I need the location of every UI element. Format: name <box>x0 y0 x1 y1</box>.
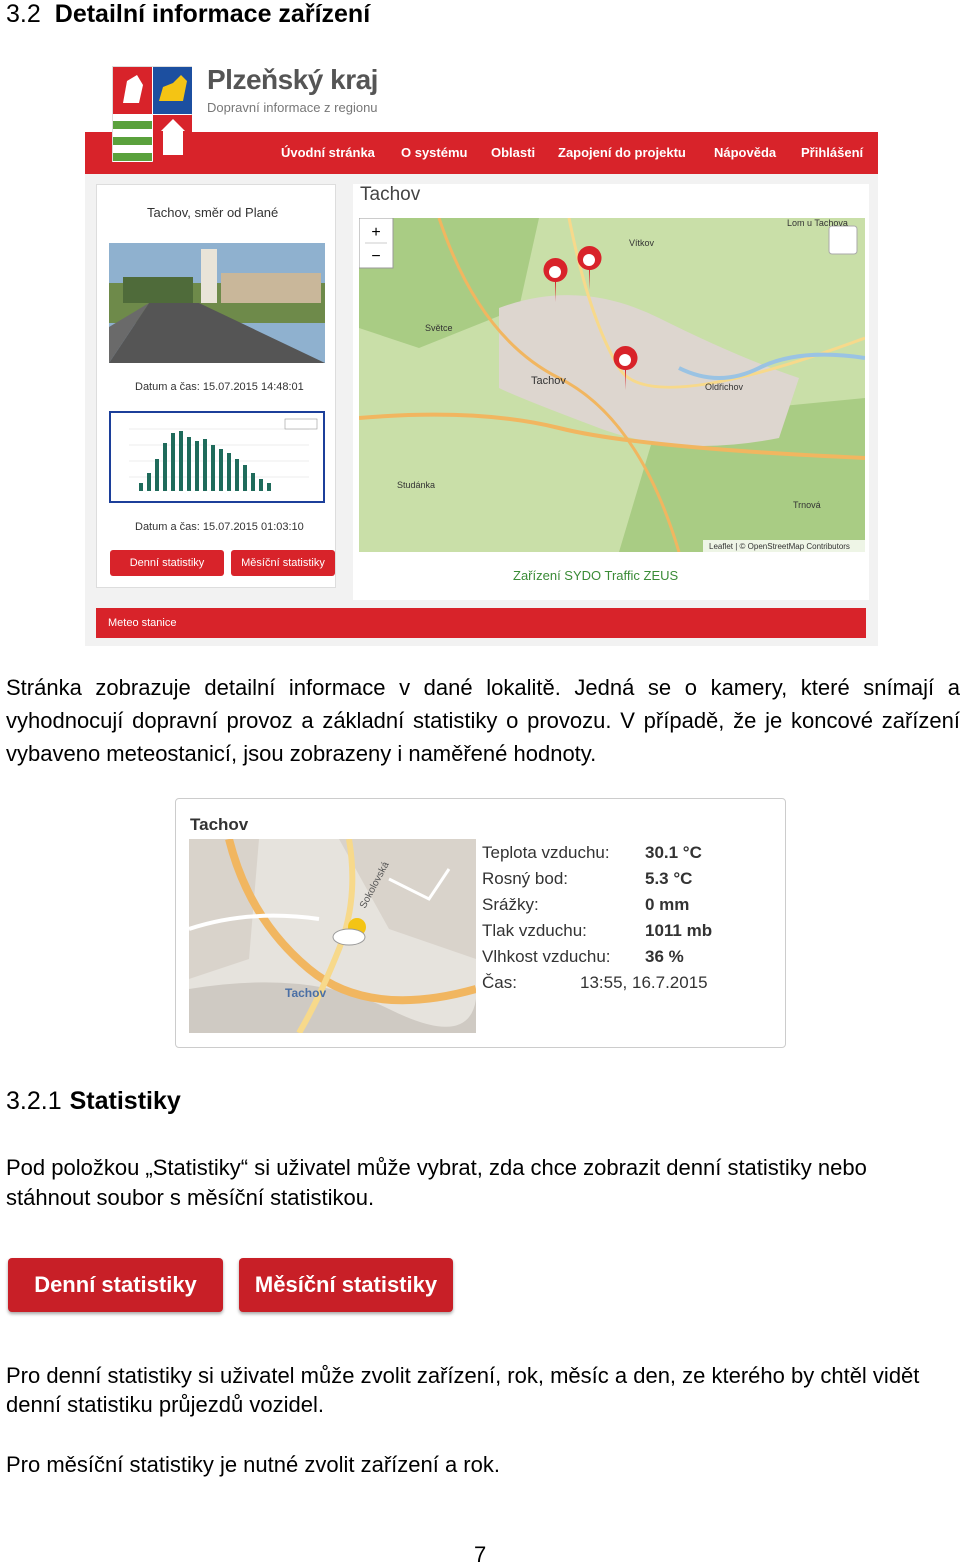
main-navigation <box>85 132 878 174</box>
map-zoom-out-button[interactable]: − <box>371 248 381 265</box>
crest-quarter <box>113 67 152 114</box>
monthly-stats-paragraph: Pro měsíční statistiky je nutné zvolit zařízení a rok. <box>6 1452 500 1477</box>
map-place-label: Lom u Tachova <box>787 218 848 228</box>
section-heading <box>6 0 370 29</box>
dew-point-value: 5.3 °C <box>645 869 693 888</box>
region-crest-logo <box>112 66 192 162</box>
meteo-screenshot <box>175 798 786 1048</box>
map-place-label: Tachov <box>531 375 566 387</box>
crest-quarter <box>153 67 192 114</box>
map-attribution[interactable]: Leaflet | © OpenStreetMap Contributors <box>709 542 850 551</box>
map-place-label: Oldřichov <box>705 382 744 392</box>
crest-quarter <box>113 115 152 162</box>
meteo-location-title: Tachov <box>190 815 249 834</box>
nav-about[interactable]: O systému <box>401 145 468 160</box>
nav-areas[interactable]: Oblasti <box>491 145 536 160</box>
location-map[interactable] <box>359 218 865 552</box>
camera-title: Tachov, směr od Plané <box>147 205 279 220</box>
daily-statistics-button[interactable]: Denní statistiky <box>8 1258 223 1312</box>
monthly-statistics-button[interactable]: Měsíční statistiky <box>239 1258 453 1312</box>
map-place-label: Světce <box>425 323 453 333</box>
monthly-stats-button[interactable]: Měsíční statistiky <box>231 550 335 576</box>
pressure-label: Tlak vzduchu: <box>482 921 587 940</box>
precipitation-label: Srážky: <box>482 895 539 914</box>
meteo-station-bar[interactable]: Meteo stanice <box>96 608 866 638</box>
nav-join-project[interactable]: Zapojení do projektu <box>558 145 686 160</box>
temperature-value: 30.1 °C <box>645 843 702 862</box>
map-place-label: Vítkov <box>629 238 655 248</box>
subsection-heading <box>6 1087 181 1116</box>
location-title: Tachov <box>360 184 421 205</box>
temperature-label: Teplota vzduchu: <box>482 843 610 862</box>
map-zoom-in-button[interactable]: + <box>371 224 381 241</box>
precipitation-value: 0 mm <box>645 895 690 914</box>
time-value: 13:55, 16.7.2015 <box>580 973 708 992</box>
humidity-label: Vlhkost vzduchu: <box>482 947 611 966</box>
portal-header <box>85 54 878 132</box>
dew-point-label: Rosný bod: <box>482 869 568 888</box>
subsection-number: 3.2.1 <box>6 1087 62 1115</box>
chart-datetime: Datum a čas: 15.07.2015 01:03:10 <box>135 521 304 533</box>
map-place-label: Trnová <box>793 500 821 510</box>
location-panel <box>353 184 869 600</box>
nav-help[interactable]: Nápověda <box>714 145 777 160</box>
section-title: Detailní informace zařízení <box>54 0 371 28</box>
subsection-title: Statistiky <box>69 1087 181 1115</box>
brand-title: Plzeňský kraj <box>207 64 378 95</box>
humidity-value: 36 % <box>645 947 684 966</box>
pressure-value: 1011 mb <box>645 921 713 940</box>
meteo-map-label: Tachov <box>285 986 327 1000</box>
time-label: Čas: <box>482 973 517 992</box>
nav-home[interactable]: Úvodní stránka <box>281 145 375 160</box>
crest-quarter <box>153 115 192 162</box>
map-place-label: Studánka <box>397 480 436 490</box>
camera-image <box>109 243 325 363</box>
section-number: 3.2 <box>6 0 41 28</box>
intro-paragraph: Stránka zobrazuje detailní informace v dané lokalitě. Jedná se o kamery, které snímají a vyhodnocují dopravní provoz a základní statistiky o provozu. V případě, že je koncové zařízení vybaveno meteostanicí, jsou zobrazeny i naměřené hodnoty. <box>6 675 960 766</box>
nav-login[interactable]: Přihlášení <box>801 145 864 160</box>
daily-stats-paragraph: Pro denní statistiky si uživatel může zvolit zařízení, rok, měsíc a den, ze kterého by chtěl vidět denní statistiku průjezdů vozidel. <box>6 1363 920 1417</box>
meteo-map[interactable] <box>189 839 476 1033</box>
map-layers-icon[interactable] <box>829 226 857 254</box>
traffic-chart-thumbnail <box>109 411 325 503</box>
device-info-panel <box>96 184 336 588</box>
daily-stats-button[interactable]: Denní statistiky <box>110 550 224 576</box>
page-number: 7 <box>474 1542 487 1567</box>
meteo-map-street: Sokolovská <box>357 860 392 911</box>
statistics-paragraph: Pod položkou „Statistiky“ si uživatel může vybrat, zda chce zobrazit denní statistiky nebo stáhnout soubor s měsíční statistikou. <box>6 1155 867 1210</box>
device-name: Zařízení SYDO Traffic ZEUS <box>513 568 679 583</box>
camera-datetime: Datum a čas: 15.07.2015 14:48:01 <box>135 381 304 393</box>
portal-screenshot <box>85 54 878 646</box>
brand-subtitle: Dopravní informace z regionu <box>207 100 378 115</box>
